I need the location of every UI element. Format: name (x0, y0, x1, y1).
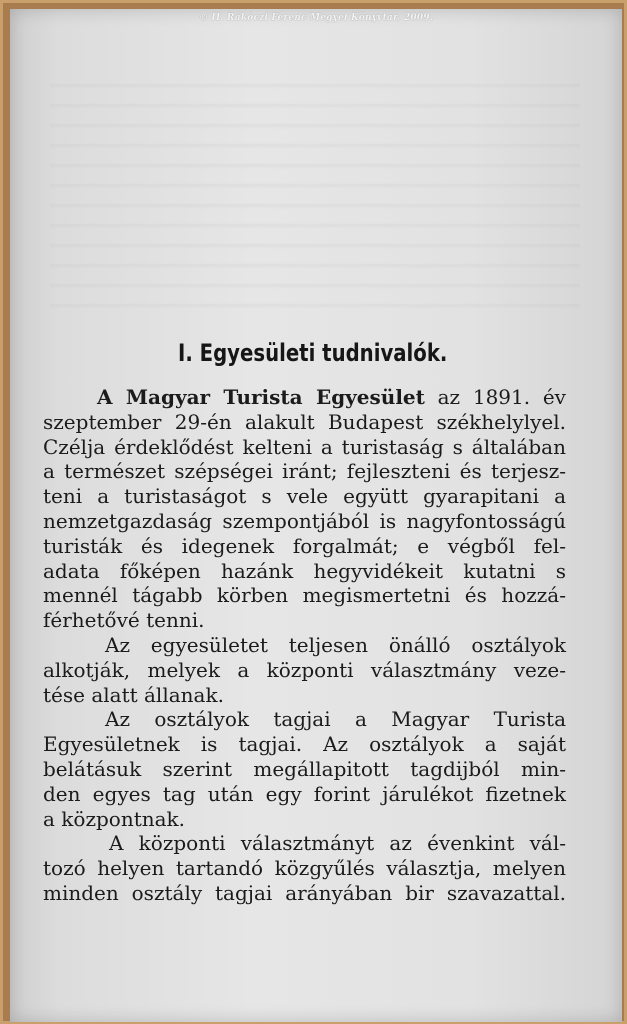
text-line: tése alatt állanak. (43, 682, 224, 707)
lead-phrase: A Magyar Turista Egyesület (97, 385, 425, 409)
text-line: belátásuk szerint megállapitott tagdijból min- (43, 756, 566, 781)
text-line: a természet szépségei iránt; fejleszteni és terjesz- (43, 459, 566, 484)
text-line: adata főképen hazánk hegyvidékeit kutatni s (43, 558, 566, 583)
text-line: Czélja érdeklődést kelteni a turistaság s általában (43, 434, 566, 459)
text-line: tozó helyen tartandó közgyűlés választja, melyen (43, 856, 566, 881)
scanned-page (10, 9, 622, 1022)
bleed-through-text (50, 69, 580, 319)
body-text (43, 385, 566, 906)
text-line: a központnak. (43, 806, 186, 831)
text-line: nemzetgazdaság szempontjából is nagyfontosságú (43, 508, 566, 533)
text-line: turisták és idegenek forgalmát; e végből fel- (43, 533, 566, 558)
text-line: férhetővé tenni. (43, 608, 205, 633)
text-line: szeptember 29-én alakult Budapest székhelylyel. (43, 409, 566, 434)
text-line: teni a turistaságot s vele együtt gyarapitani a (43, 484, 566, 509)
text-line: mennél tágabb körben megismertetni és hozzá- (43, 583, 566, 608)
text-line: A Magyar Turista Egyesület az 1891. év (97, 385, 566, 409)
text-line: Az egyesületet teljesen önálló osztályok (105, 632, 566, 657)
text-line: alkotják, melyek a központi választmány veze- (43, 657, 566, 682)
copyright-notice: © II. Rákóczi Ferenc Megyei Könyvtár, 2009. (198, 13, 434, 23)
text-line: den egyes tag után egy forint járulékot fizetnek (43, 781, 566, 806)
text-line: Egyesületnek is tagjai. Az osztályok a saját (43, 732, 566, 757)
text-line: minden osztály tagjai arányában bir szavazattal. (43, 880, 566, 905)
text-line: Az osztályok tagjai a Magyar Turista (105, 707, 566, 732)
text-line: A központi választmányt az évenkint vál- (109, 831, 566, 856)
section-heading: I. Egyesületi tudnivalók. (177, 339, 448, 367)
